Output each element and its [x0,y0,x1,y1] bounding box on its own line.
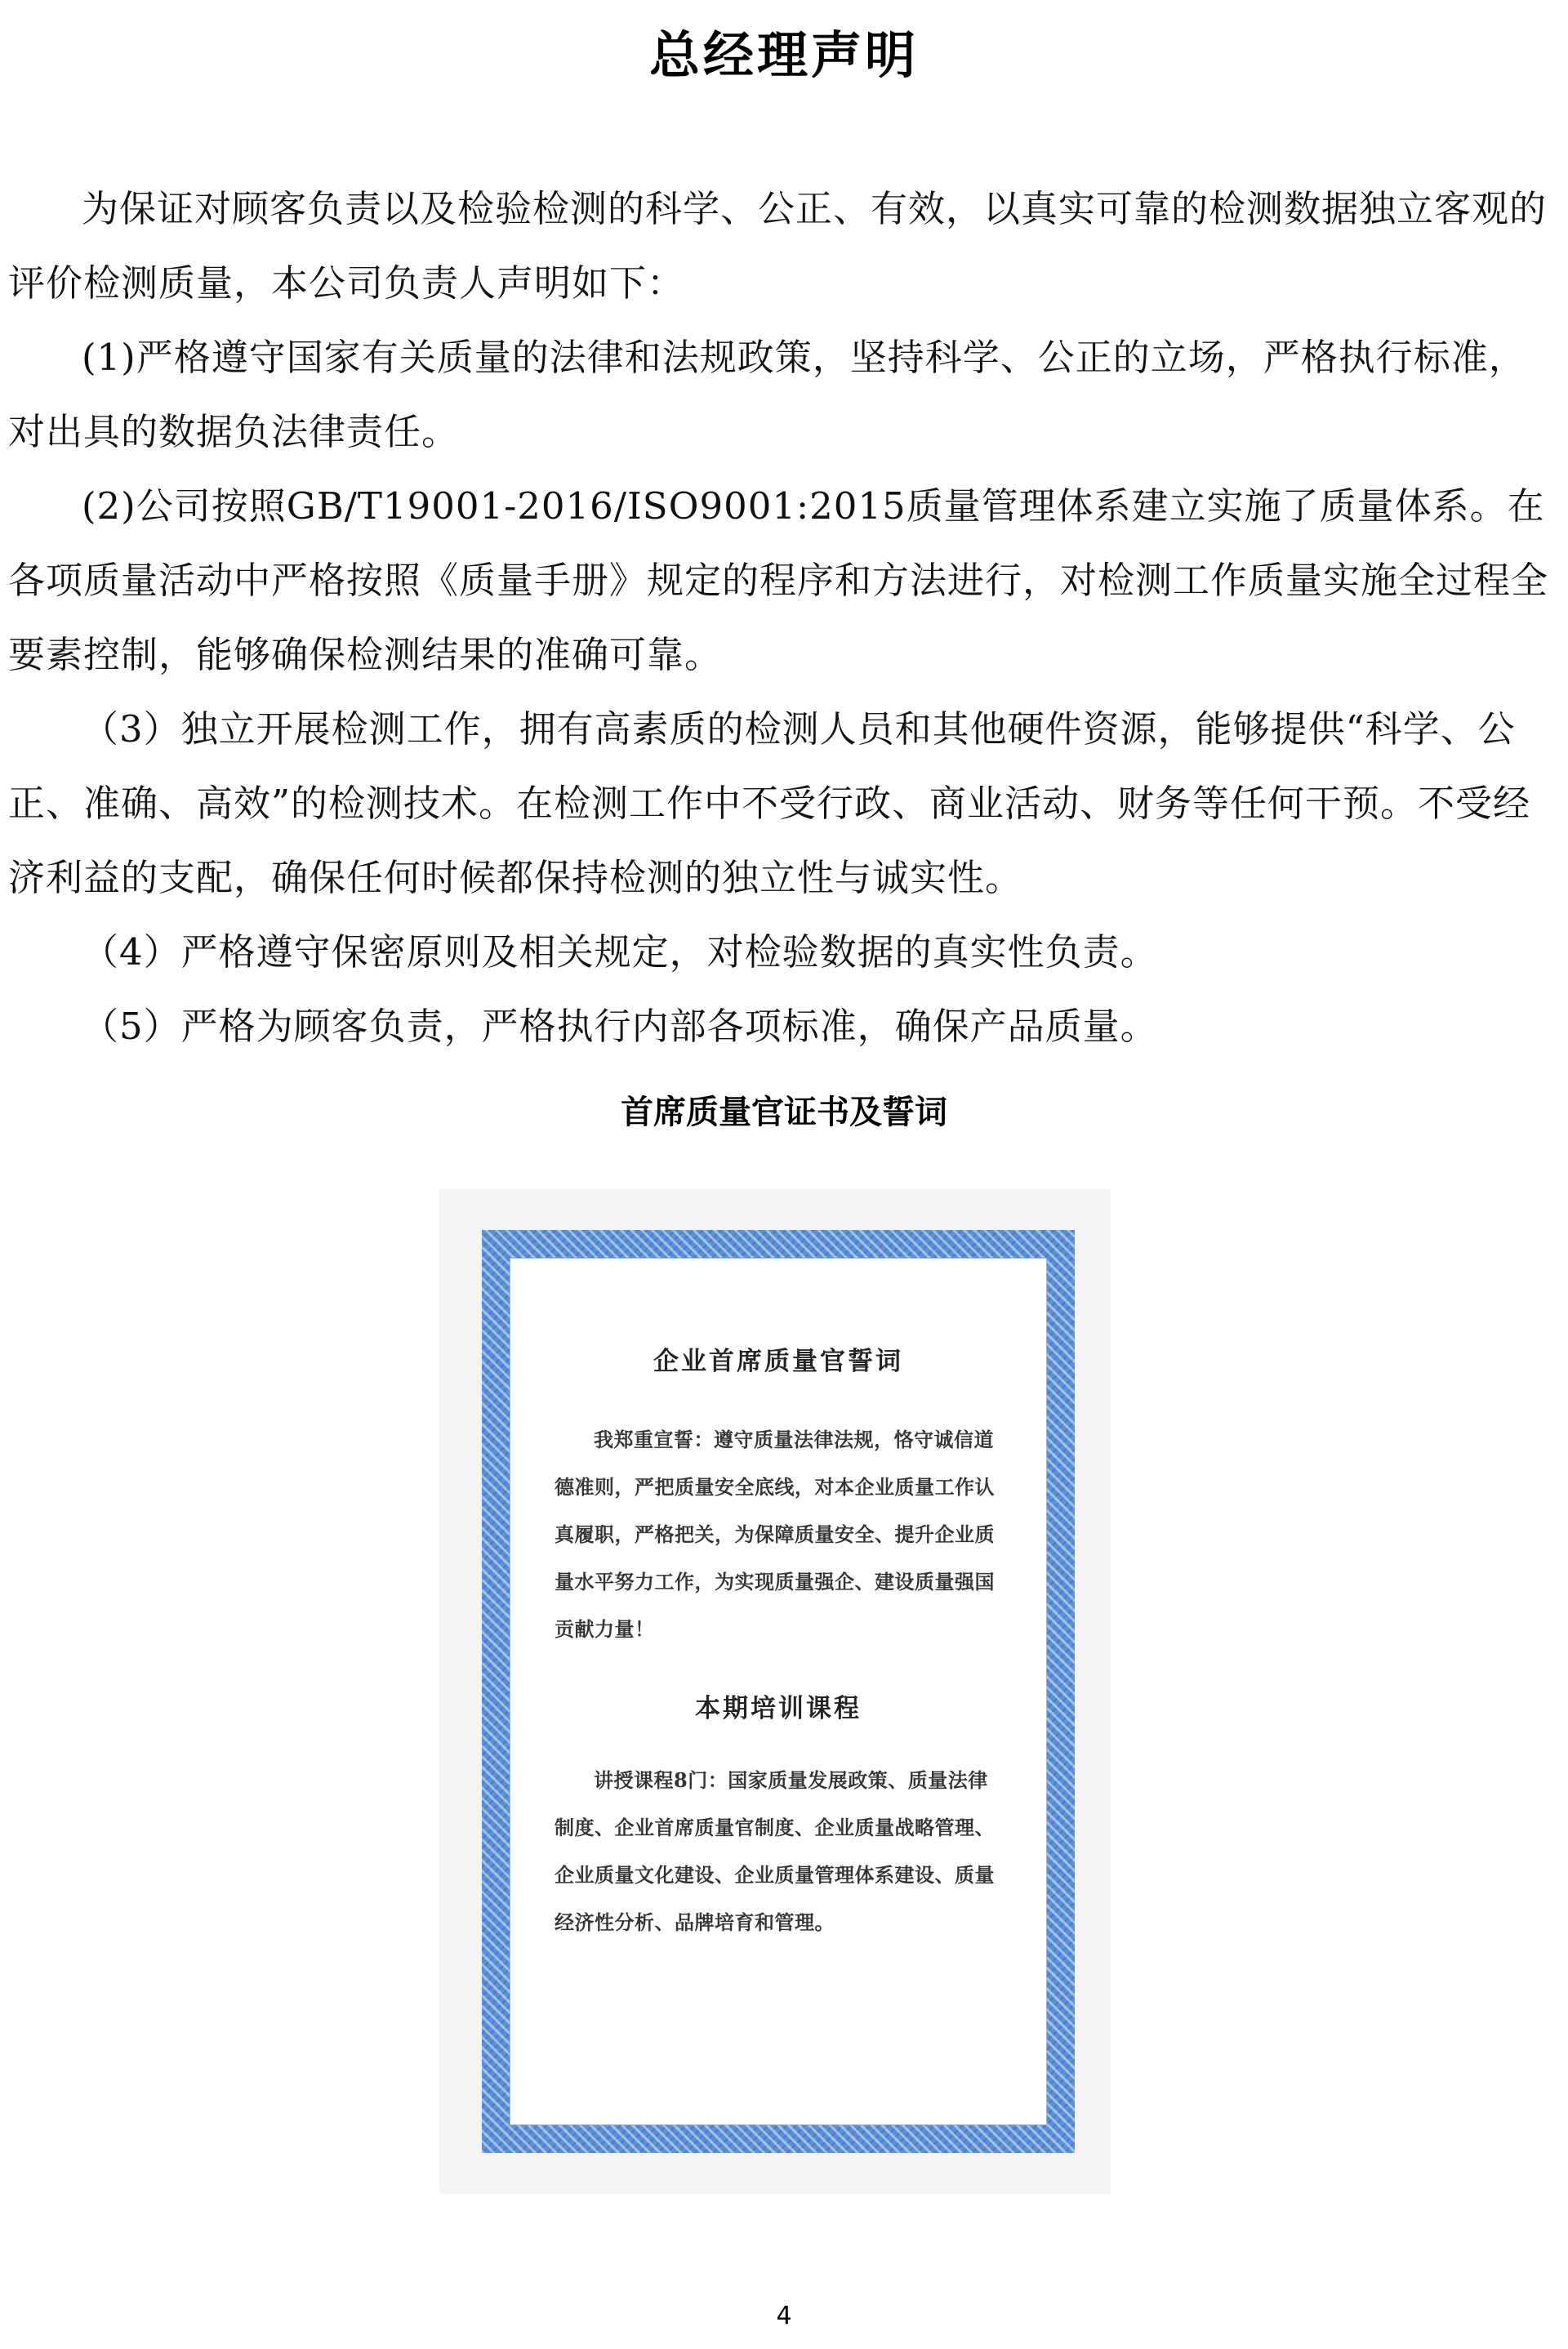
certificate-oath-text: 我郑重宣誓：遵守质量法律法规，恪守诚信道德准则，严把质量安全底线，对本企业质量工作认真履职，严格把关，为保障质量安全、提升企业质量水平努力工作，为实现质量强企、建设质量强国贡献力量！ [555,1428,995,1641]
statement-body [8,172,1560,1063]
statement-item-4: （4）严格遵守保密原则及相关规定，对检验数据的真实性负责。 [82,930,1158,974]
certificate-course-text: 讲授课程8门：国家质量发展政策、质量法律制度、企业首席质量官制度、企业质量战略管理、企业质量文化建设、企业质量管理体系建设、质量经济性分析、品牌培育和管理。 [555,1768,995,1934]
statement-item-5: （5）严格为顾客负责，严格执行内部各项标准，确保产品质量。 [82,1005,1158,1048]
certificate-image [510,1258,1047,2125]
page-number: 4 [776,2302,792,2330]
statement-item-1: (1)严格遵守国家有关质量的法律和法规政策，坚持科学、公正的立场，严格执行标准，对出具的数据负法律责任。 [8,336,1526,453]
statement-item-2: (2)公司按照GB/T19001-2016/ISO9001:2015质量管理体系建立实施了质量体系。在各项质量活动中严格按照《质量手册》规定的程序和方法进行，对检测工作质量实施全过程全要素控制，能够确保检测结果的准确可靠。 [8,484,1549,676]
page-title: 总经理声明 [648,25,919,85]
statement-item-3: （3）独立开展检测工作，拥有高素质的检测人员和其他硬件资源，能够提供“科学、公正、准确、高效”的检测技术。在检测工作中不受行政、商业活动、财务等任何干预。不受经济利益的支配，确保任何时候都保持检测的独立性与诚实性。 [8,707,1531,899]
certificate-course-heading: 本期培训课程 [695,1694,862,1723]
certificate-caption: 首席质量官证书及誓词 [621,1094,947,1131]
statement-intro: 为保证对顾客负责以及检验检测的科学、公正、有效，以真实可靠的检测数据独立客观的评价检测质量，本公司负责人声明如下： [8,187,1548,305]
certificate-oath-heading: 企业首席质量官誓词 [653,1347,903,1376]
